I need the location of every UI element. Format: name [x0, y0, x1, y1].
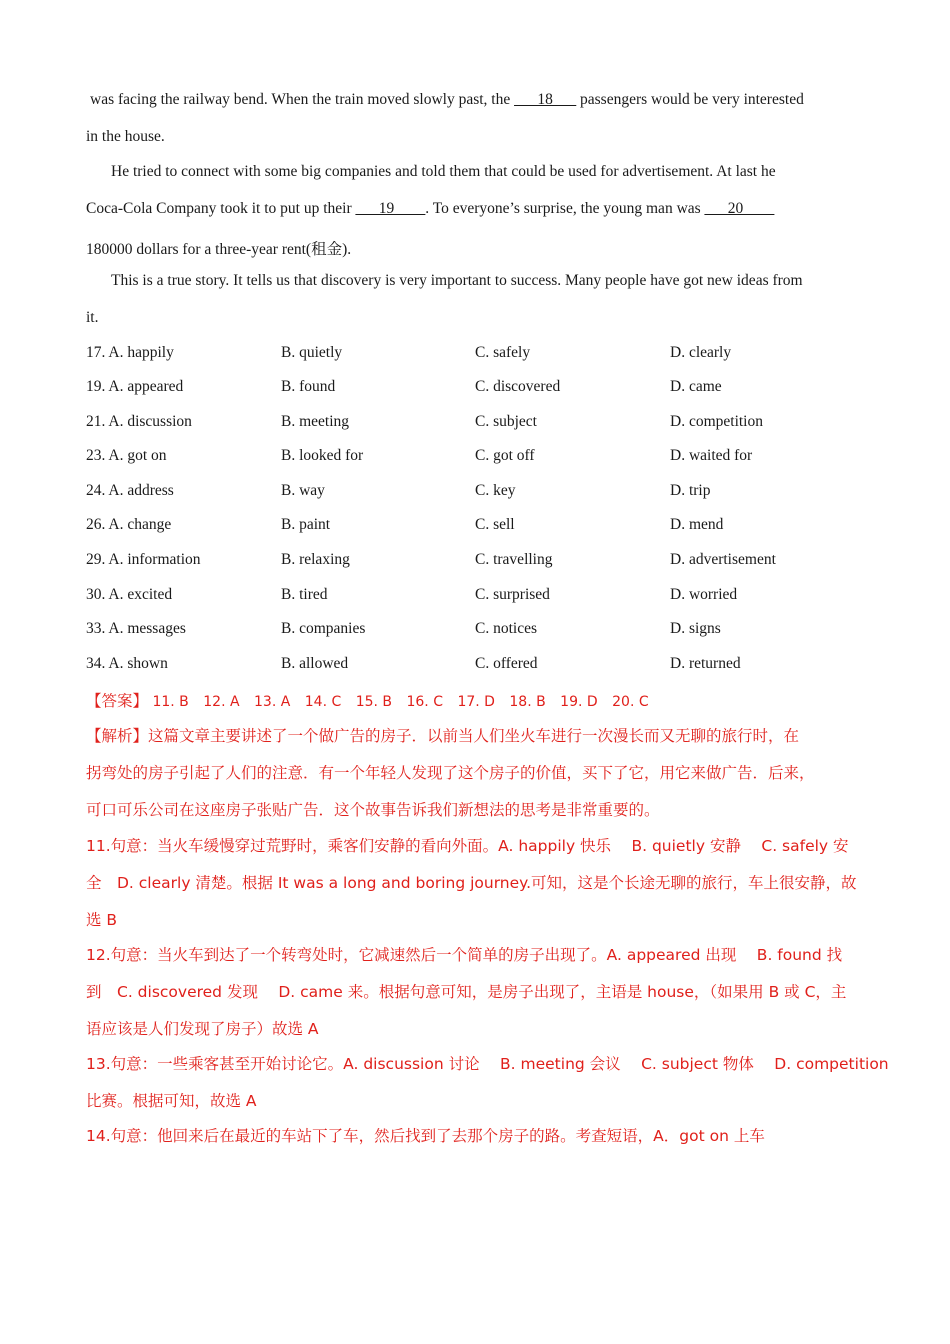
answer-item: 15. B — [355, 694, 393, 710]
passage-text: . To everyone’s surprise, the young man was — [425, 200, 705, 217]
option-d: D. trip — [670, 482, 711, 499]
option-row — [86, 413, 886, 435]
option-row — [86, 620, 886, 642]
analysis-line: 全 D. clearly 清楚。根据 It was a long and boring journey.可知，这是个长途无聊的旅行，车上很安静，故 — [86, 874, 857, 892]
analysis-line: 选 B — [86, 911, 118, 929]
option-row — [86, 344, 886, 366]
option-c: C. offered — [475, 655, 538, 672]
analysis-line: 13.句意：一些乘客甚至开始讨论它。A. discussion 讨论 B. meeting 会议 C. subject 物体 D. competition — [86, 1055, 889, 1073]
option-c: C. notices — [475, 620, 537, 637]
analysis-line: 语应该是人们发现了房子）故选 A — [86, 1020, 319, 1038]
option-a: 30. A. excited — [86, 586, 173, 603]
option-c: C. key — [475, 482, 516, 499]
blank-20: ___20____ — [704, 200, 775, 217]
answer-item: 11. B — [152, 694, 189, 710]
passage-line-4 — [86, 200, 774, 218]
blank-19: ___19____ — [355, 200, 426, 217]
passage-line-6: This is a true story. It tells us that discovery is very important to success. Many people have got new ideas from — [111, 272, 803, 289]
passage-line-7: it. — [86, 309, 99, 326]
option-b: B. found — [281, 378, 336, 395]
passage-line-5: 180000 dollars for a three-year rent(租金). — [86, 241, 352, 258]
passage-line-2: in the house. — [86, 128, 165, 145]
answer-item: 14. C — [304, 694, 342, 710]
option-d: D. mend — [670, 516, 724, 533]
option-row — [86, 655, 886, 677]
option-c: C. discovered — [475, 378, 561, 395]
answer-item: 19. D — [560, 694, 598, 710]
option-d: D. advertisement — [670, 551, 776, 568]
analysis-line: 【解析】这篇文章主要讲述了一个做广告的房子．以前当人们坐火车进行一次漫长而又无聊的旅行时，在 — [86, 727, 800, 745]
passage-text: was facing the railway bend. When the train moved slowly past, the — [90, 91, 515, 108]
answer-item: 18. B — [509, 694, 546, 710]
option-b: B. quietly — [281, 344, 343, 361]
option-c: C. surprised — [475, 586, 550, 603]
option-b: B. relaxing — [281, 551, 350, 568]
analysis-line: 到 C. discovered 发现 D. came 来。根据句意可知，是房子出现了，主语是 house，（如果用 B 或 C，主 — [86, 983, 847, 1001]
option-a: 33. A. messages — [86, 620, 186, 637]
option-c: C. subject — [475, 413, 537, 430]
option-c: C. sell — [475, 516, 515, 533]
answer-item: 17. D — [457, 694, 495, 710]
option-d: D. returned — [670, 655, 741, 672]
passage-text: passengers would be very interested — [576, 91, 804, 108]
answer-key — [86, 689, 659, 711]
answer-item: 20. C — [612, 694, 649, 710]
option-b: B. companies — [281, 620, 366, 637]
option-row — [86, 482, 886, 504]
option-d: D. came — [670, 378, 722, 395]
option-b: B. allowed — [281, 655, 349, 672]
answer-label: 【答案】 — [86, 692, 149, 710]
option-b: B. tired — [281, 586, 328, 603]
passage-line-3: He tried to connect with some big companies and told them that could be used for advertisement. At last he — [111, 163, 776, 180]
analysis-line: 12.句意：当火车到达了一个转弯处时，它减速然后一个简单的房子出现了。A. appeared 出现 B. found 找 — [86, 946, 843, 964]
passage-line-1 — [90, 91, 804, 109]
option-row — [86, 447, 886, 469]
option-b: B. looked for — [281, 447, 364, 464]
option-c: C. got off — [475, 447, 535, 464]
option-a: 29. A. information — [86, 551, 201, 568]
answer-item: 16. C — [406, 694, 443, 710]
blank-18: ___18___ — [514, 91, 577, 108]
option-row — [86, 516, 886, 538]
option-a: 17. A. happily — [86, 344, 174, 361]
option-row — [86, 551, 886, 573]
analysis-line: 拐弯处的房子引起了人们的注意．有一个年轻人发现了这个房子的价值，买下了它，用它来做广告．后来， — [86, 764, 815, 782]
option-a: 26. A. change — [86, 516, 172, 533]
option-a: 19. A. appeared — [86, 378, 184, 395]
passage-text: Coca-Cola Company took it to put up their — [86, 200, 356, 217]
option-b: B. paint — [281, 516, 331, 533]
analysis-line: 可口可乐公司在这座房子张贴广告．这个故事告诉我们新想法的思考是非常重要的。 — [86, 801, 660, 819]
option-d: D. worried — [670, 586, 738, 603]
analysis-line: 比赛。根据可知，故选 A — [86, 1092, 257, 1110]
option-d: D. competition — [670, 413, 763, 430]
option-d: D. clearly — [670, 344, 732, 361]
answer-item: 12. A — [203, 694, 240, 710]
option-a: 23. A. got on — [86, 447, 167, 464]
option-b: B. meeting — [281, 413, 350, 430]
analysis-line: 14.句意：他回来后在最近的车站下了车，然后找到了去那个房子的路。考查短语，A．got on 上车 — [86, 1127, 765, 1145]
analysis-line: 11.句意：当火车缓慢穿过荒野时，乘客们安静的看向外面。A. happily 快乐 B. quietly 安静 C. safely 安 — [86, 837, 849, 855]
answer-item: 13. A — [254, 694, 291, 710]
option-row — [86, 586, 886, 608]
option-c: C. travelling — [475, 551, 553, 568]
option-row — [86, 378, 886, 400]
option-c: C. safely — [475, 344, 531, 361]
option-a: 21. A. discussion — [86, 413, 192, 430]
option-a: 24. A. address — [86, 482, 174, 499]
option-b: B. way — [281, 482, 325, 499]
option-d: D. signs — [670, 620, 721, 637]
option-a: 34. A. shown — [86, 655, 168, 672]
option-d: D. waited for — [670, 447, 753, 464]
